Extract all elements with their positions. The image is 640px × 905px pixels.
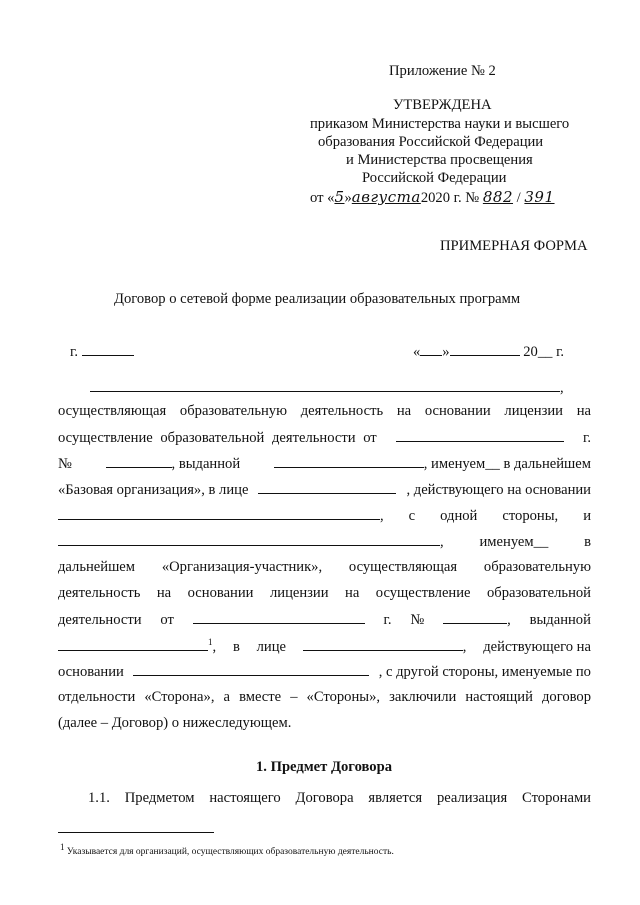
body-line-10: [58, 611, 591, 629]
appendix-label: Приложение № 2: [389, 63, 496, 79]
line1-comma: ,: [560, 380, 564, 396]
body-line-14: (далее – Договор) о нижеследующем.: [58, 715, 292, 731]
number-separator: /: [516, 190, 521, 206]
representative-blank: [258, 481, 396, 494]
participant-issued-by-blank: [58, 638, 208, 651]
participant-representative-blank: [303, 638, 463, 651]
body-line-12a: основании: [58, 664, 124, 680]
footnote-ref: 1: [208, 637, 213, 647]
body-line-12b: , с другой стороны, именуемые по: [378, 664, 591, 680]
body-line-3a: осуществление образовательной деятельности от: [58, 430, 377, 446]
body-line-6e: и: [583, 508, 591, 524]
day-blank: [420, 343, 442, 356]
participant-license-date-blank: [193, 611, 365, 624]
section-1-para: [88, 790, 591, 807]
footnote-divider: [58, 832, 214, 833]
body-line-11e: действующего на: [483, 638, 591, 655]
approved-label: УТВЕРЖДЕНА: [393, 97, 492, 113]
handwritten-number-1: 882: [482, 188, 514, 206]
section-1-heading: 1. Предмет Договора: [256, 759, 392, 775]
body-line-8: [58, 559, 591, 576]
footnote-mark: 1: [60, 842, 65, 852]
body-line-7: [58, 533, 591, 551]
document-title: Договор о сетевой форме реализации образовательных программ: [114, 291, 521, 307]
participant-license-number-blank: [443, 611, 507, 624]
body-line-4: [58, 455, 591, 473]
body-line-8-text: дальнейшем «Организация-участник», осуществляющая образовательную: [58, 559, 591, 575]
body-line-10b: от: [160, 612, 174, 628]
body-line-5: [58, 481, 591, 499]
handwritten-month: августа: [351, 188, 421, 206]
body-line-9-text: деятельность на основании лицензии на осуществление образовательной: [58, 585, 591, 601]
city-blank: [82, 343, 134, 356]
body-line-12: [58, 663, 591, 681]
section-1-para-text: 1.1. Предметом настоящего Договора является реализация Сторонами: [88, 790, 591, 806]
body-line-2: [58, 403, 591, 420]
body-line-4b: , выданной: [171, 456, 241, 472]
body-line-11: [58, 637, 591, 656]
body-line-3: [58, 429, 591, 447]
organization-name-line: [90, 379, 564, 397]
body-line-4c: , именуем__ в дальнейшем: [423, 456, 591, 472]
body-line-10d: №: [410, 612, 425, 628]
body-line-6b: с: [408, 508, 416, 524]
body-line-5a: «Базовая организация», в лице: [58, 482, 249, 498]
year-text: 20__ г.: [523, 344, 565, 360]
body-line-11d: ,: [462, 638, 467, 655]
body-line-2-text: осуществляющая образовательную деятельность на основании лицензии на: [58, 403, 591, 419]
order-line-3: и Министерства просвещения: [346, 152, 533, 168]
handwritten-number-2: 391: [524, 188, 555, 206]
body-line-10c: г.: [383, 612, 392, 628]
body-line-11b: в: [232, 638, 240, 655]
issued-by-blank: [274, 455, 424, 468]
organization-name-blank: [90, 379, 560, 392]
body-line-6: [58, 507, 591, 525]
body-line-7a: ,: [440, 534, 444, 550]
body-line-11c: лице: [256, 638, 287, 655]
date-field: [413, 343, 564, 361]
body-line-11a: ,: [212, 638, 217, 655]
form-label: ПРИМЕРНАЯ ФОРМА: [440, 238, 588, 254]
month-blank: [450, 343, 520, 356]
city-prefix: г.: [70, 344, 78, 360]
body-line-5b: , действующего на основании: [406, 482, 591, 498]
date-open-quote: «: [413, 344, 421, 360]
license-number-blank: [106, 455, 172, 468]
basis-blank: [58, 507, 380, 520]
license-date-blank: [396, 429, 564, 442]
participant-name-blank: [58, 533, 440, 546]
handwritten-day: 5: [334, 188, 345, 206]
body-line-6a: ,: [380, 508, 384, 524]
order-line-1: приказом Министерства науки и высшего: [310, 116, 570, 132]
body-line-13: [58, 689, 591, 706]
body-line-7c: в: [584, 534, 591, 550]
date-mid: »: [344, 190, 352, 206]
date-year: 2020 г. №: [420, 190, 480, 206]
body-line-9: [58, 585, 591, 602]
footnote-text: Указывается для организаций, осуществляющих образовательную деятельность.: [66, 847, 394, 858]
body-line-7b: именуем__: [479, 534, 549, 550]
body-line-10e: ,: [507, 612, 511, 628]
body-line-10a: деятельности: [58, 612, 142, 628]
city-field: [70, 343, 134, 361]
body-line-10f: выданной: [529, 612, 591, 628]
body-line-4a: №: [58, 456, 72, 472]
order-date-line: [310, 188, 555, 207]
body-line-6d: стороны,: [502, 508, 559, 524]
body-line-13-text: отдельности «Сторона», а вместе – «Стороны», заключили настоящий договор: [58, 689, 591, 705]
date-close-quote: »: [442, 344, 450, 360]
order-line-4: Российской Федерации: [362, 170, 507, 186]
date-prefix: от «: [310, 190, 335, 206]
body-line-3b: г.: [583, 430, 591, 446]
participant-basis-blank: [133, 663, 369, 676]
footnote: [60, 842, 394, 857]
body-line-6c: одной: [440, 508, 478, 524]
order-line-2: образования Российской Федерации: [318, 134, 544, 150]
